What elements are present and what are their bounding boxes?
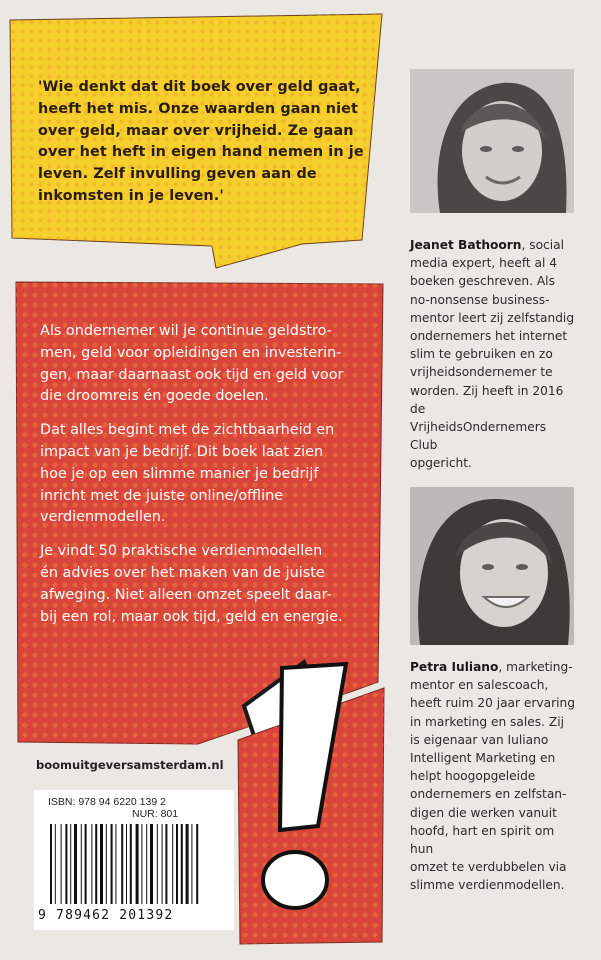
author-name: Jeanet Bathoorn xyxy=(410,238,522,252)
quote-line: heeft het mis. Onze waarden gaan niet xyxy=(38,100,359,117)
barcode-icon xyxy=(48,824,224,908)
author-bio-petra: Petra Iuliano, marketing- mentor en salescoach, heeft ruim 20 jaar ervaring in marketing en sales. Zij is eigenaar van Iuliano Intelligent Marketing en helpt hoogopgeleide ondernemers en zelfstan- digen die werken vanuit hoofd, hart en spirit om hun omzet te verdubbelen via slimme verdienmodellen. xyxy=(410,660,575,893)
quote-line: 'Wie denkt dat dit boek over geld gaat, xyxy=(38,79,361,95)
barcode-number: 9 789462 201392 xyxy=(38,908,174,923)
isbn-label: ISBN: 978 94 6220 139 2 xyxy=(48,796,166,808)
quote-line: leven. Zelf invulling geven aan de xyxy=(38,166,317,183)
author-photo-petra xyxy=(410,487,574,645)
barcode-area xyxy=(34,790,234,930)
portrait-image xyxy=(410,69,574,213)
portrait-image xyxy=(410,487,574,645)
nur-label: NUR: 801 xyxy=(132,808,179,820)
quote-line: over geld, maar over vrijheid. Ze gaan xyxy=(38,122,354,139)
publisher-url: boomuitgeversamsterdam.nl xyxy=(36,758,224,772)
quote-text xyxy=(38,77,368,208)
author-bio-jeanet: Jeanet Bathoorn, social media expert, heeft al 4 boeken geschreven. Als no-nonsense business- mentor leert zij zelfstandig ondernemers het internet slim te gebruiken en zo vrijheidsondernemer te worden. Zij heeft in 2016 de VrijheidsOndernemers Club opgericht. xyxy=(410,238,575,471)
author-photo-jeanet xyxy=(410,69,574,213)
description-text xyxy=(40,321,352,640)
paragraph-1: Als ondernemer wil je continue geldstro- men, geld voor opleidingen en investerin- gen, maar daarnaast ook tijd en geld voor die droomreis én goede doelen. xyxy=(40,323,344,405)
author-name: Petra Iuliano xyxy=(410,660,499,674)
exclamation-dot xyxy=(263,852,327,908)
paragraph-3: Je vindt 50 praktische verdienmodellen én advies over het maken van de juiste afweging. Niet alleen omzet speelt daar- bij een rol, maar ook tijd, geld en energie. xyxy=(40,543,343,625)
quote-line: over het heft in eigen hand nemen in je xyxy=(38,144,364,161)
quote-line: inkomsten in je leven.' xyxy=(38,187,224,204)
paragraph-2: Dat alles begint met de zichtbaarheid en impact van je bedrijf. Dit boek laat zien hoe je op een slimme manier je bedrijf inricht met de juiste online/offline verdienmodellen. xyxy=(40,422,335,526)
